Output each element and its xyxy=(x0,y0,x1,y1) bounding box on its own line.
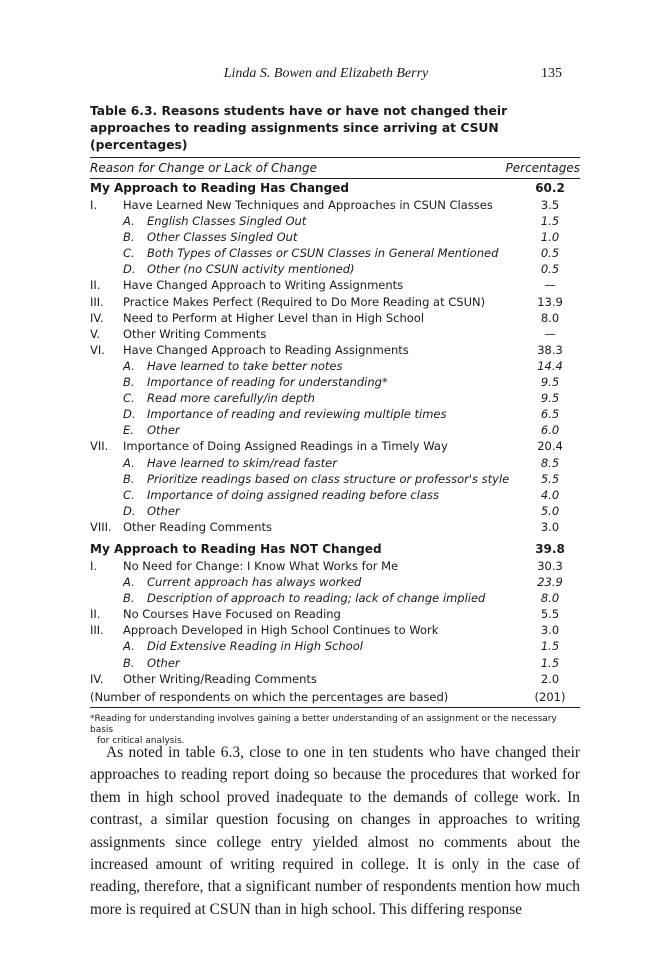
row-label: Importance of doing assigned reading before class xyxy=(147,487,439,502)
table-subrow xyxy=(90,590,580,606)
row-label: Other xyxy=(147,503,180,518)
table-body-not-changed xyxy=(90,558,580,687)
item-numeral: I. xyxy=(90,558,98,573)
row-percentage: 30.3 xyxy=(537,558,563,573)
row-label: Practice Makes Perfect (Required to Do More Reading at CSUN) xyxy=(123,294,486,309)
column-header-reason: Reason for Change or Lack of Change xyxy=(90,161,317,175)
row-percentage: 5.5 xyxy=(540,471,560,486)
respondents-label: (Number of respondents on which the percentages are based) xyxy=(90,689,449,704)
sub-item-letter: B. xyxy=(123,591,135,606)
table-subrow xyxy=(90,638,580,654)
sub-item-letter: D. xyxy=(123,503,136,518)
table-row xyxy=(90,310,580,326)
sub-item-letter: C. xyxy=(123,391,135,406)
sub-item-letter: B. xyxy=(123,655,135,670)
row-label: Have learned to take better notes xyxy=(147,358,343,373)
table-subrow xyxy=(90,374,580,390)
row-label: Other Reading Comments xyxy=(123,519,272,534)
item-numeral: III. xyxy=(90,294,104,309)
item-numeral: II. xyxy=(90,278,101,293)
item-numeral: VII. xyxy=(90,439,109,454)
table-caption: Table 6.3. Reasons students have or have not changed their approaches to reading assignments since arriving at CSUN (percentages) xyxy=(90,104,508,152)
row-percentage: 8.5 xyxy=(540,455,560,470)
respondents-row xyxy=(90,687,580,707)
sub-item-letter: E. xyxy=(123,423,134,438)
row-percentage: 20.4 xyxy=(537,439,563,454)
section-total: 39.8 xyxy=(535,541,565,556)
table-column-headers xyxy=(90,158,580,178)
table-subrow xyxy=(90,245,580,261)
row-percentage: 9.5 xyxy=(540,391,560,406)
row-label: Description of approach to reading; lack of change implied xyxy=(147,591,486,606)
row-percentage: 38.3 xyxy=(537,342,563,357)
row-percentage: 1.5 xyxy=(540,214,560,229)
row-percentage: — xyxy=(544,326,556,341)
column-header-percentages: Percentages xyxy=(505,161,580,175)
table-row xyxy=(90,622,580,638)
row-label: Current approach has always worked xyxy=(147,575,362,590)
section-heading-changed xyxy=(90,180,580,197)
sub-item-letter: D. xyxy=(123,262,136,277)
sub-item-letter: A. xyxy=(123,455,135,470)
table-bottom-rule xyxy=(90,707,580,708)
sub-item-letter: A. xyxy=(123,214,135,229)
sub-item-letter: B. xyxy=(123,471,135,486)
sub-item-letter: C. xyxy=(123,246,135,261)
table-row xyxy=(90,558,580,574)
running-head-authors: Linda S. Bowen and Elizabeth Berry xyxy=(223,66,429,81)
item-numeral: VI. xyxy=(90,342,105,357)
body-paragraph: As noted in table 6.3, close to one in ten students who have changed their approaches to reading report doing so because the procedures that worked for them in high school proved inadequate to the demands of college work. In contrast, a similar question focusing on changes in approaches to writing assignments since college entry yielded almost no comments about the increased amount of writing required in college. It is only in the case of reading, therefore, that a significant number of respondents mention how much more is required at CSUN than in high school. This differing response xyxy=(90,744,580,918)
row-label: English Classes Singled Out xyxy=(147,214,307,229)
row-percentage: 8.0 xyxy=(540,310,560,325)
row-percentage: 1.5 xyxy=(540,655,560,670)
row-percentage: 3.5 xyxy=(540,198,560,212)
item-numeral: IV. xyxy=(90,671,104,686)
table-subrow xyxy=(90,503,580,519)
table-row xyxy=(90,277,580,293)
table-subrow xyxy=(90,213,580,229)
row-percentage: 13.9 xyxy=(537,294,563,309)
row-percentage: 1.0 xyxy=(540,230,560,245)
page-number: 135 xyxy=(541,66,562,81)
row-percentage: 0.5 xyxy=(540,262,560,277)
row-percentage: 14.4 xyxy=(537,358,563,373)
row-percentage: — xyxy=(544,278,556,293)
row-label: Have Changed Approach to Writing Assignments xyxy=(123,278,404,293)
sub-item-letter: D. xyxy=(123,407,136,422)
table-body-changed xyxy=(90,197,580,535)
table-row xyxy=(90,438,580,454)
sub-item-letter: B. xyxy=(123,230,135,245)
row-percentage: 5.5 xyxy=(540,607,560,622)
sub-item-letter: A. xyxy=(123,639,135,654)
table-header-rule xyxy=(90,178,580,179)
row-percentage: 2.0 xyxy=(540,671,560,686)
table-subrow xyxy=(90,655,580,671)
item-numeral: V. xyxy=(90,326,101,341)
row-label: Both Types of Classes or CSUN Classes in General Mentioned xyxy=(147,246,499,261)
item-numeral: VIII. xyxy=(90,519,112,534)
row-label: Have Changed Approach to Reading Assignments xyxy=(123,342,409,357)
row-percentage: 23.9 xyxy=(537,575,563,590)
item-numeral: I. xyxy=(90,198,98,212)
table-6-3 xyxy=(90,103,580,747)
row-label: No Courses Have Focused on Reading xyxy=(123,607,341,622)
row-label: Prioritize readings based on class structure or professor's style xyxy=(147,471,510,486)
row-label: Other Classes Singled Out xyxy=(147,230,298,245)
row-label: Have Learned New Techniques and Approaches in CSUN Classes xyxy=(123,198,493,212)
row-percentage: 6.5 xyxy=(540,407,560,422)
item-numeral: IV. xyxy=(90,310,104,325)
row-percentage: 1.5 xyxy=(540,639,560,654)
table-subrow xyxy=(90,261,580,277)
row-label: Importance of Doing Assigned Readings in a Timely Way xyxy=(123,439,448,454)
row-label: Approach Developed in High School Continues to Work xyxy=(123,623,439,638)
row-label: Other xyxy=(147,423,180,438)
row-label: Importance of reading for understanding* xyxy=(147,375,388,390)
section-total: 60.2 xyxy=(535,181,565,195)
row-label: Read more carefully/in depth xyxy=(147,391,315,406)
row-label: Other Writing/Reading Comments xyxy=(123,671,317,686)
table-row xyxy=(90,294,580,310)
respondents-count: (201) xyxy=(534,689,566,704)
section-heading-not-changed xyxy=(90,541,580,558)
table-row xyxy=(90,671,580,687)
table-subrow xyxy=(90,390,580,406)
footnote-line: for critical analysis. xyxy=(97,735,185,746)
row-label: Importance of reading and reviewing multiple times xyxy=(147,407,447,422)
row-label: No Need for Change: I Know What Works for Me xyxy=(123,558,399,573)
sub-item-letter: C. xyxy=(123,487,135,502)
row-label: Other xyxy=(147,655,180,670)
item-numeral: II. xyxy=(90,607,101,622)
table-subrow xyxy=(90,229,580,245)
running-head xyxy=(90,66,562,86)
row-percentage: 5.0 xyxy=(540,503,560,518)
row-label: Have learned to skim/read faster xyxy=(147,455,337,470)
sub-item-letter: B. xyxy=(123,375,135,390)
row-percentage: 9.5 xyxy=(540,375,560,390)
row-percentage: 0.5 xyxy=(540,246,560,261)
table-subrow xyxy=(90,471,580,487)
table-subrow xyxy=(90,574,580,590)
row-percentage: 8.0 xyxy=(540,591,560,606)
table-subrow xyxy=(90,455,580,471)
footnote-line: *Reading for understanding involves gaining a better understanding of an assignment or the necessary basis xyxy=(90,713,557,735)
row-label: Other Writing Comments xyxy=(123,326,267,341)
table-subrow xyxy=(90,406,580,422)
section-title: My Approach to Reading Has NOT Changed xyxy=(90,541,382,556)
row-label: Did Extensive Reading in High School xyxy=(147,639,363,654)
row-percentage: 3.0 xyxy=(540,623,560,638)
section-title: My Approach to Reading Has Changed xyxy=(90,181,349,195)
table-row xyxy=(90,342,580,358)
table-row xyxy=(90,606,580,622)
row-label: Need to Perform at Higher Level than in High School xyxy=(123,310,425,325)
table-subrow xyxy=(90,422,580,438)
table-subrow xyxy=(90,358,580,374)
row-label: Other (no CSUN activity mentioned) xyxy=(147,262,355,277)
sub-item-letter: A. xyxy=(123,358,135,373)
item-numeral: III. xyxy=(90,623,104,638)
row-percentage: 4.0 xyxy=(540,487,560,502)
row-percentage: 6.0 xyxy=(540,423,560,438)
row-percentage: 3.0 xyxy=(540,519,560,534)
sub-item-letter: A. xyxy=(123,575,135,590)
table-subrow xyxy=(90,487,580,503)
table-row xyxy=(90,197,580,213)
table-row xyxy=(90,519,580,535)
table-row xyxy=(90,326,580,342)
